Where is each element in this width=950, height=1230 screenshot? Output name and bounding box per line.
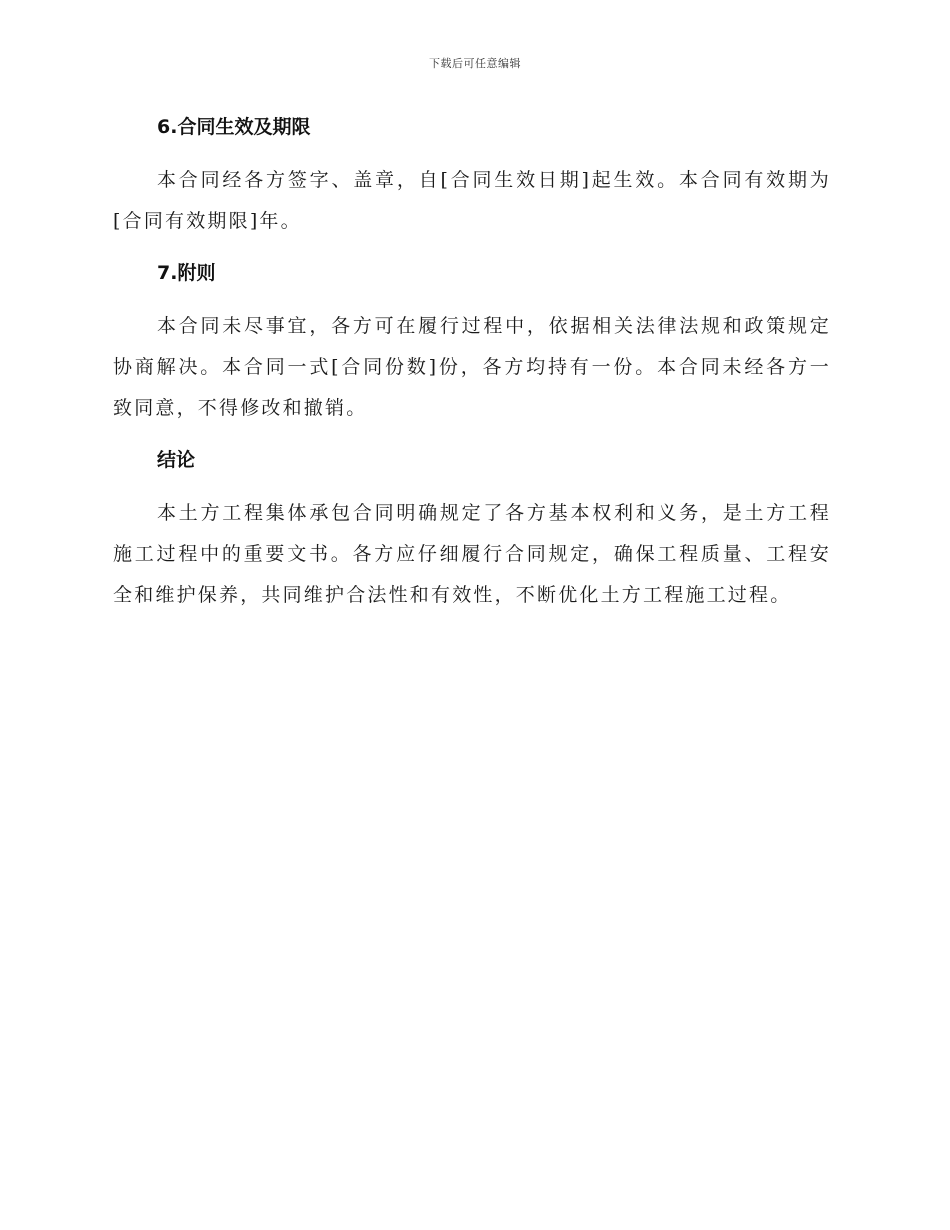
document-body (113, 108, 831, 628)
section-heading: 结论 (157, 449, 196, 471)
section-heading: 6.合同生效及期限 (157, 116, 311, 138)
section-heading: 7.附则 (157, 262, 216, 284)
section-supplementary-provisions (113, 254, 831, 429)
page-header-note: 下载后可任意编辑 (429, 57, 521, 70)
section-paragraph: 本合同经各方签字、盖章，自[合同生效日期]起生效。本合同有效期为[合同有效期限]年。 (113, 169, 831, 232)
section-effect-and-term (113, 108, 831, 242)
section-paragraph: 本土方工程集体承包合同明确规定了各方基本权利和义务，是土方工程施工过程中的重要文书。各方应仔细履行合同规定，确保工程质量、工程安全和维护保养，共同维护合法性和有效性，不断优化土方工程施工过程。 (113, 502, 831, 606)
section-conclusion (113, 441, 831, 616)
section-paragraph: 本合同未尽事宜，各方可在履行过程中，依据相关法律法规和政策规定协商解决。本合同一式[合同份数]份，各方均持有一份。本合同未经各方一致同意，不得修改和撤销。 (113, 315, 831, 419)
